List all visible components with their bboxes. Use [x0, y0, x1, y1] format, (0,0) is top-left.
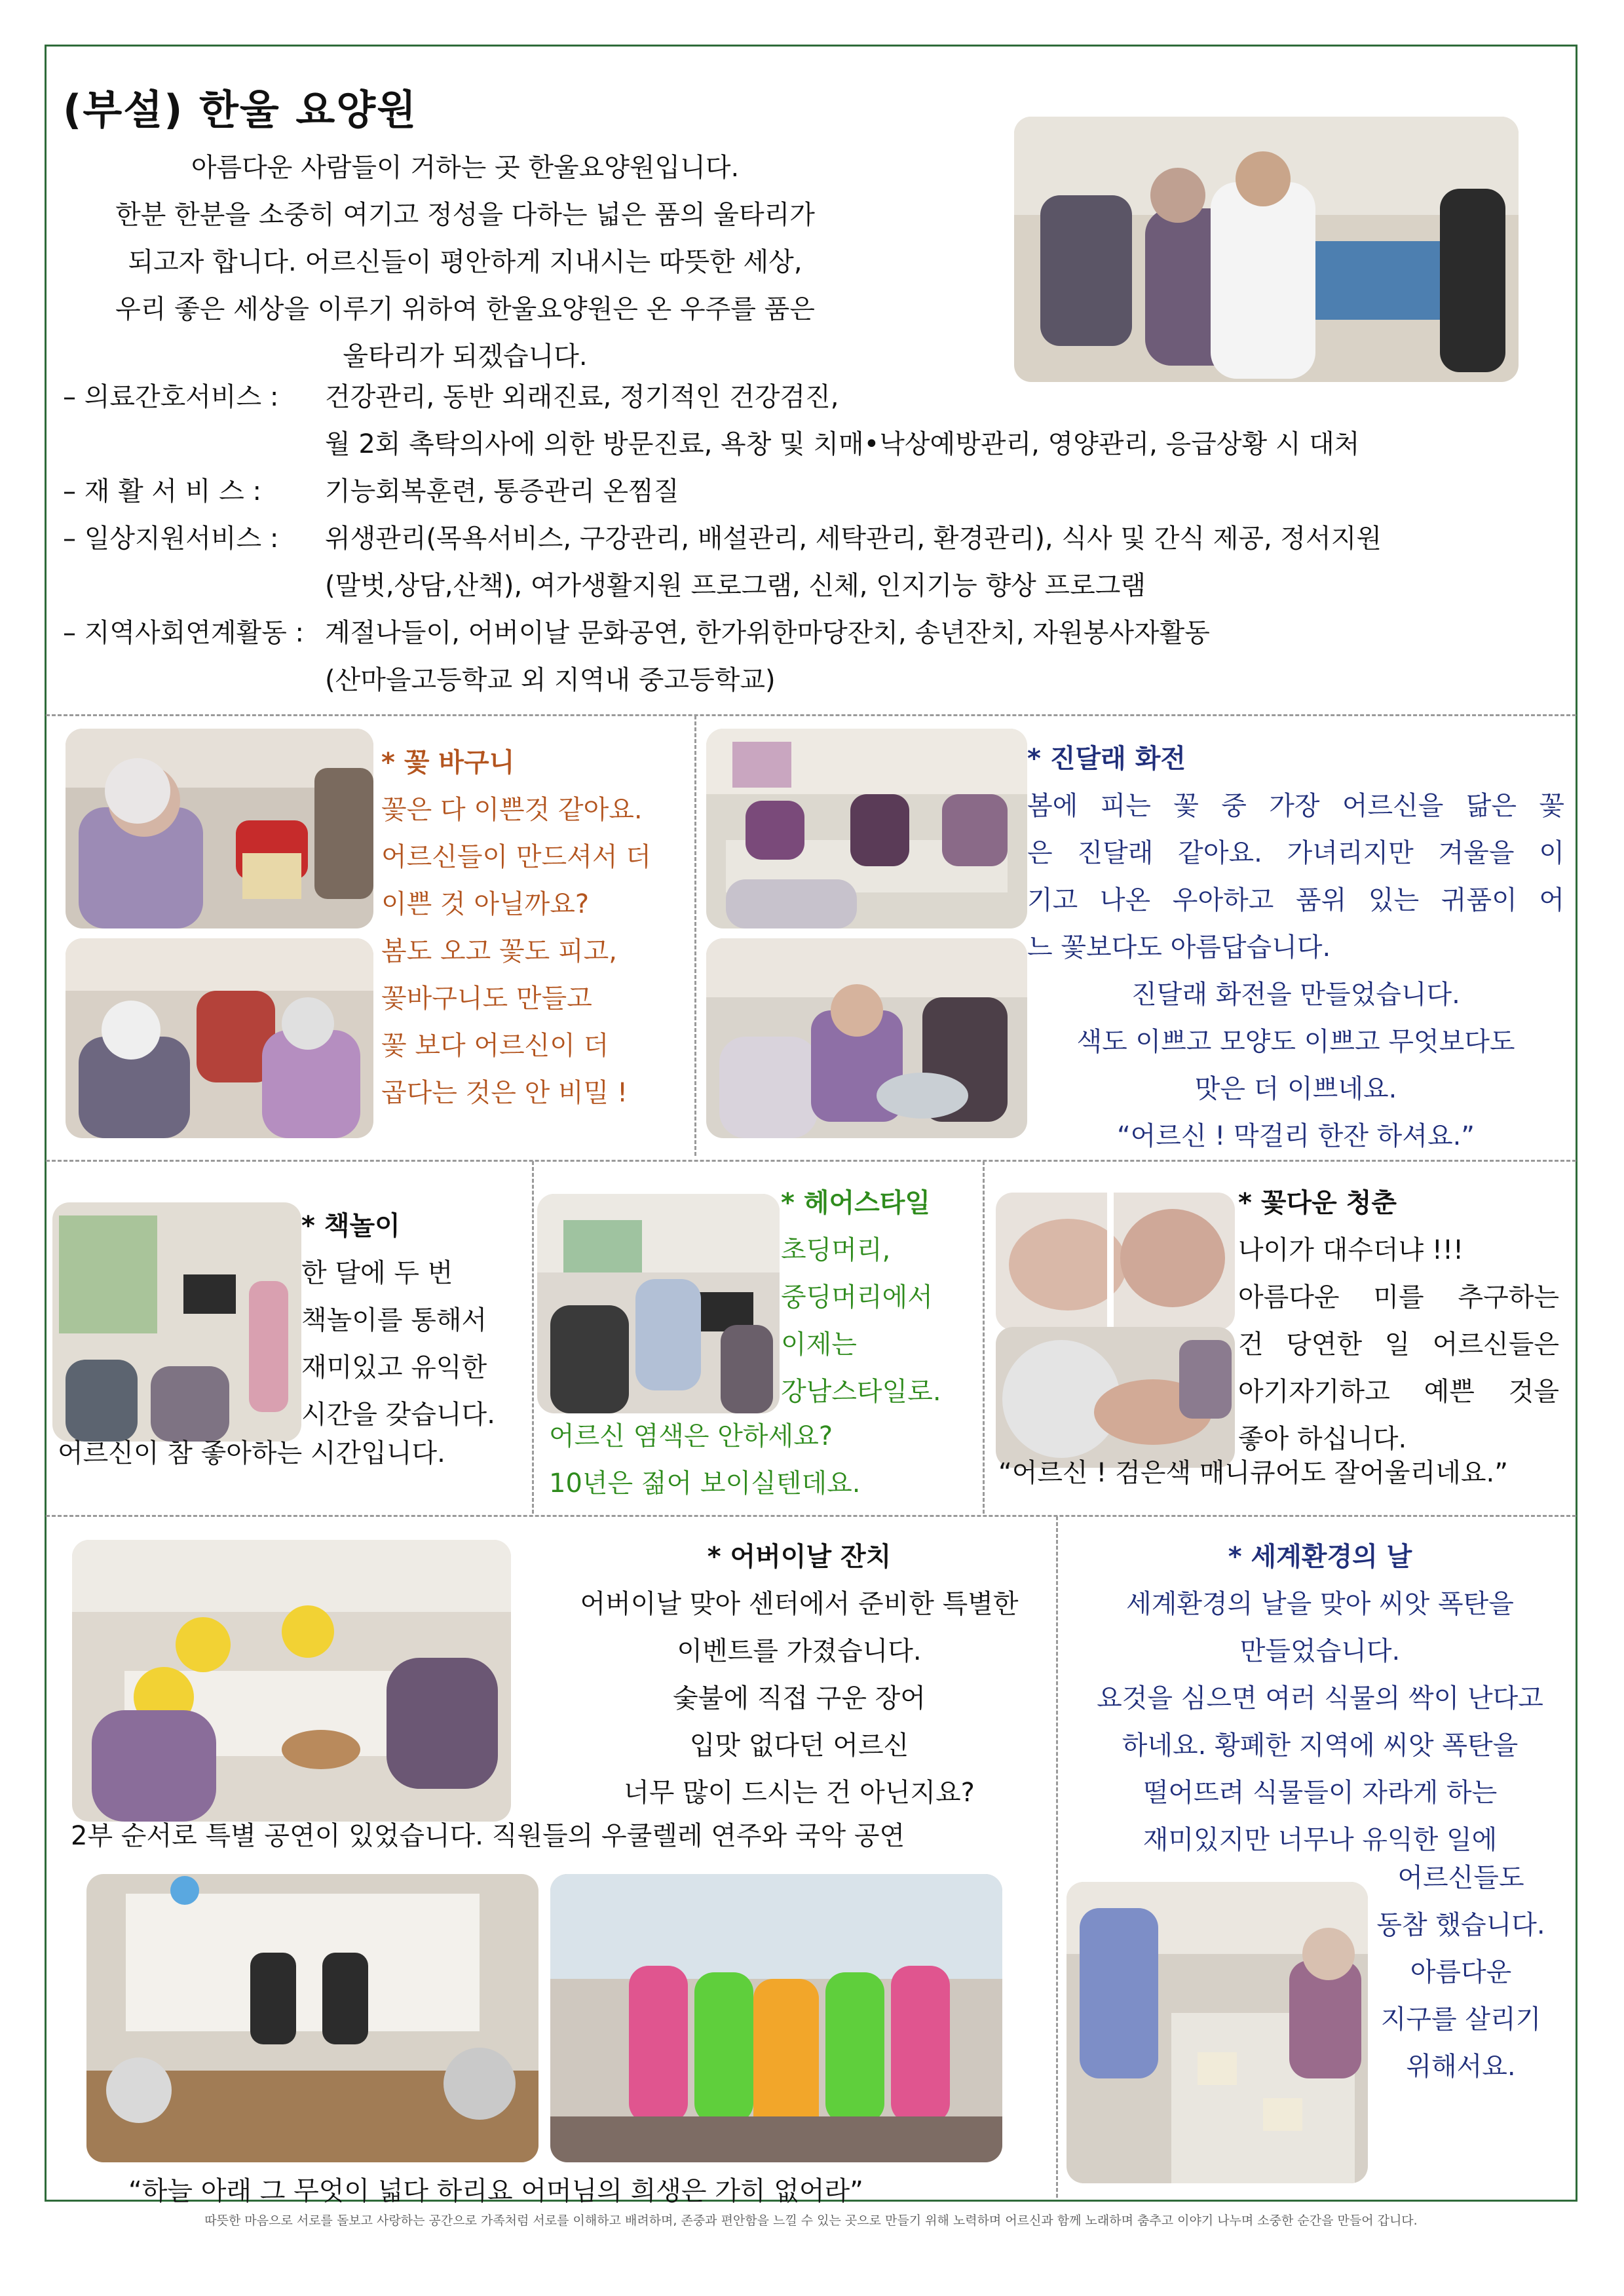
azalea-heading: * 진달래 화전 [1027, 744, 1186, 774]
youth-text [1238, 1179, 1559, 1463]
seed-bomb-photo [1067, 1882, 1368, 2183]
intro-line: 되고자 합니다. 어르신들이 평안하게 지내시는 따뜻한 세상, [128, 247, 803, 277]
youth-line: 아기자기하고 예쁜 것을 [1238, 1377, 1559, 1407]
environment-day-side-line: 지구를 살리기 [1380, 2004, 1541, 2035]
parents-day-meal-photo [72, 1540, 511, 1822]
azalea-text [1027, 735, 1564, 1160]
intro-line: 울타리가 되겠습니다. [343, 341, 588, 372]
service-text: 월 2회 촉탁의사에 의한 방문진료, 욕창 및 치매•낙상예방관리, 영양관리, 응급상황 시 대처 [325, 429, 1360, 459]
azalea-center-line: 진달래 화전을 만들었습니다. [1131, 980, 1460, 1010]
hairstyle-text [781, 1179, 941, 1415]
azalea-photo-1 [706, 729, 1027, 928]
column-divider [694, 716, 696, 1156]
environment-day-side-line: 동참 했습니다. [1376, 1910, 1545, 1940]
hairstyle-footer-line: 10년은 젊어 보이실텐데요. [549, 1468, 861, 1499]
environment-day-heading: * 세계환경의 날 [1228, 1542, 1412, 1572]
service-text: 건강관리, 동반 외래진료, 정기적인 건강검진, [325, 382, 839, 412]
flower-basket-heading: * 꽃 바구니 [381, 748, 515, 778]
hairstyle-line: 초딩머리, [781, 1235, 891, 1265]
azalea-center-line: 색도 이쁘고 모양도 이쁘고 무엇보다도 [1076, 1027, 1515, 1057]
youth-heading: * 꽃다운 청춘 [1238, 1188, 1397, 1218]
youth-line: 아름다운 미를 추구하는 [1238, 1282, 1559, 1312]
column-divider [1056, 1516, 1058, 2198]
hairstyle-line: 강남스타일로. [781, 1377, 941, 1407]
parents-day-line: 너무 많이 드시는 건 아닌지요? [624, 1778, 975, 1808]
service-label: – 지역사회연계활동 : [63, 618, 305, 648]
column-divider [532, 1161, 534, 1514]
environment-day-line: 재미있지만 너무나 유익한 일에 [1142, 1825, 1498, 1855]
service-label: – 일상지원서비스 : [63, 524, 279, 554]
service-label: – 재 활 서 비 스 : [63, 476, 261, 507]
flower-basket-line: 꽃 보다 어르신이 더 [381, 1031, 609, 1061]
nurse-checkup-photo [1014, 117, 1519, 382]
hairstyle-photo [537, 1194, 780, 1413]
azalea-line: 기고 나온 우아하고 품위 있는 귀품이 어 [1027, 885, 1564, 915]
azalea-photo-2 [706, 938, 1027, 1138]
parents-day-wide-line: 2부 순서로 특별 공연이 있었습니다. 직원들의 우쿨렐레 연주와 국악 공연 [71, 1821, 905, 1851]
environment-day-side-line: 아름다운 [1410, 1957, 1512, 1987]
azalea-line: 은 진달래 같아요. 가녀리지만 겨울을 이 [1027, 838, 1564, 868]
book-play-text [301, 1202, 495, 1438]
service-text: (말벗,상담,산책), 여가생활지원 프로그램, 신체, 인지기능 향상 프로그램 [325, 571, 1146, 601]
hairstyle-line: 중딩머리에서 [781, 1282, 933, 1312]
service-label: – 의료간호서비스 : [63, 382, 279, 412]
hairstyle-heading: * 헤어스타일 [781, 1188, 931, 1218]
hairstyle-line: 이제는 [781, 1330, 857, 1360]
ukulele-performance-photo [86, 1874, 538, 2162]
azalea-line: 느 꽃보다도 아름답습니다. [1027, 932, 1331, 963]
footer-note: 따뜻한 마음으로 서로를 돌보고 사랑하는 공간으로 가족처럼 서로를 이해하고 배려하며, 존중과 편안함을 느낄 수 있는 곳으로 만들기 위해 노력하며 어르신과 함께 노래하며 춤추고 이야기 나누며 소중한 순간을 만들어 갑니다. [204, 2213, 1418, 2228]
flower-basket-line: 봄도 오고 꽃도 피고, [381, 936, 617, 966]
service-text: 기능회복훈련, 통증관리 온찜질 [325, 476, 679, 507]
azalea-center-line: “어르신 ! 막걸리 한잔 하셔요.” [1116, 1121, 1475, 1151]
section-divider [46, 1160, 1576, 1162]
parents-day-line: 숯불에 직접 구운 장어 [673, 1683, 926, 1713]
parents-day-heading: * 어버이날 잔치 [707, 1542, 892, 1572]
environment-day-line: 떨어뜨려 식물들이 자라게 하는 [1142, 1778, 1498, 1808]
environment-day-side-line: 위해서요. [1406, 2052, 1516, 2082]
flower-basket-text [381, 739, 683, 1117]
service-text: 위생관리(목욕서비스, 구강관리, 배설관리, 세탁관리, 환경관리), 식사 및 간식 제공, 정서지원 [325, 524, 1382, 554]
parents-day-text [472, 1533, 1127, 1816]
environment-day-line: 요것을 심으면 여러 식물의 싹이 난다고 [1097, 1683, 1543, 1713]
flower-basket-photo-2 [66, 938, 373, 1138]
flower-basket-line: 이쁜 것 아닐까요? [381, 889, 590, 919]
hairstyle-footer [549, 1413, 860, 1507]
book-play-line: 한 달에 두 번 [301, 1258, 453, 1288]
environment-day-line: 만들었습니다. [1239, 1636, 1401, 1666]
intro-line: 우리 좋은 세상을 이루기 위하여 한울요양원은 온 우주를 품은 [115, 294, 815, 324]
book-play-heading: * 책놀이 [301, 1211, 400, 1241]
intro-line: 아름다운 사람들이 거하는 곳 한울요양원입니다. [191, 153, 740, 183]
flower-basket-line: 꽃은 다 이쁜것 같아요. [381, 795, 643, 825]
flower-basket-photo-1 [66, 729, 373, 928]
service-text: 계절나들이, 어버이날 문화공연, 한가위한마당잔치, 송년잔치, 자원봉사자활동 [325, 618, 1210, 648]
book-play-photo [52, 1202, 301, 1442]
parents-day-line: 입맛 없다던 어르신 [689, 1731, 909, 1761]
column-divider [983, 1161, 985, 1514]
youth-footer: “어르신 ! 검은색 매니큐어도 잘어울리네요.” [998, 1458, 1508, 1488]
youth-line: 나이가 대수더냐 !!! [1238, 1235, 1464, 1265]
flower-basket-line: 어르신들이 만드셔서 더 [381, 842, 651, 872]
korean-dance-photo [550, 1874, 1002, 2162]
book-play-line: 책놀이를 통해서 [301, 1305, 487, 1335]
book-play-line: 시간을 갖습니다. [301, 1400, 495, 1430]
book-play-line: 재미있고 유익한 [301, 1352, 487, 1383]
azalea-center-line: 맛은 더 이쁘네요. [1194, 1074, 1397, 1104]
intro-paragraph [98, 144, 832, 380]
parents-day-caption: “하늘 아래 그 무엇이 넓다 하리요 어머님의 희생은 가히 없어라” [128, 2176, 863, 2206]
environment-day-side-line: 어르신들도 [1397, 1863, 1524, 1893]
parents-day-line: 이벤트를 가졌습니다. [677, 1636, 922, 1666]
environment-day-line: 세계환경의 날을 맞아 씨앗 폭탄을 [1126, 1589, 1514, 1619]
environment-day-line: 하네요. 황폐한 지역에 씨앗 폭탄을 [1122, 1731, 1519, 1761]
section-divider [46, 1515, 1576, 1517]
page-title: (부설) 한울 요양원 [63, 86, 418, 134]
environment-day-text [1065, 1533, 1576, 1864]
manicure-photo-1 [996, 1193, 1235, 1330]
azalea-line: 봄에 피는 꽃 중 가장 어르신을 닮은 꽃 [1027, 791, 1564, 821]
parents-day-line: 어버이날 맞아 센터에서 준비한 특별한 [580, 1589, 1019, 1619]
flower-basket-line: 곱다는 것은 안 비밀 ! [381, 1078, 628, 1108]
flower-basket-line: 꽃바구니도 만들고 [381, 984, 592, 1014]
book-play-footer: 어르신이 참 좋아하는 시간입니다. [58, 1438, 445, 1468]
service-text: (산마을고등학교 외 지역내 중고등학교) [325, 665, 776, 695]
intro-line: 한분 한분을 소중히 여기고 정성을 다하는 넓은 품의 울타리가 [115, 200, 815, 230]
manicure-photo-2 [996, 1327, 1235, 1468]
hairstyle-footer-line: 어르신 염색은 안하세요? [549, 1421, 833, 1451]
youth-line: 좋아 하십니다. [1238, 1424, 1407, 1454]
section-divider [46, 714, 1576, 716]
youth-line: 건 당연한 일 어르신들은 [1238, 1330, 1559, 1360]
environment-day-side-text [1366, 1854, 1556, 2090]
